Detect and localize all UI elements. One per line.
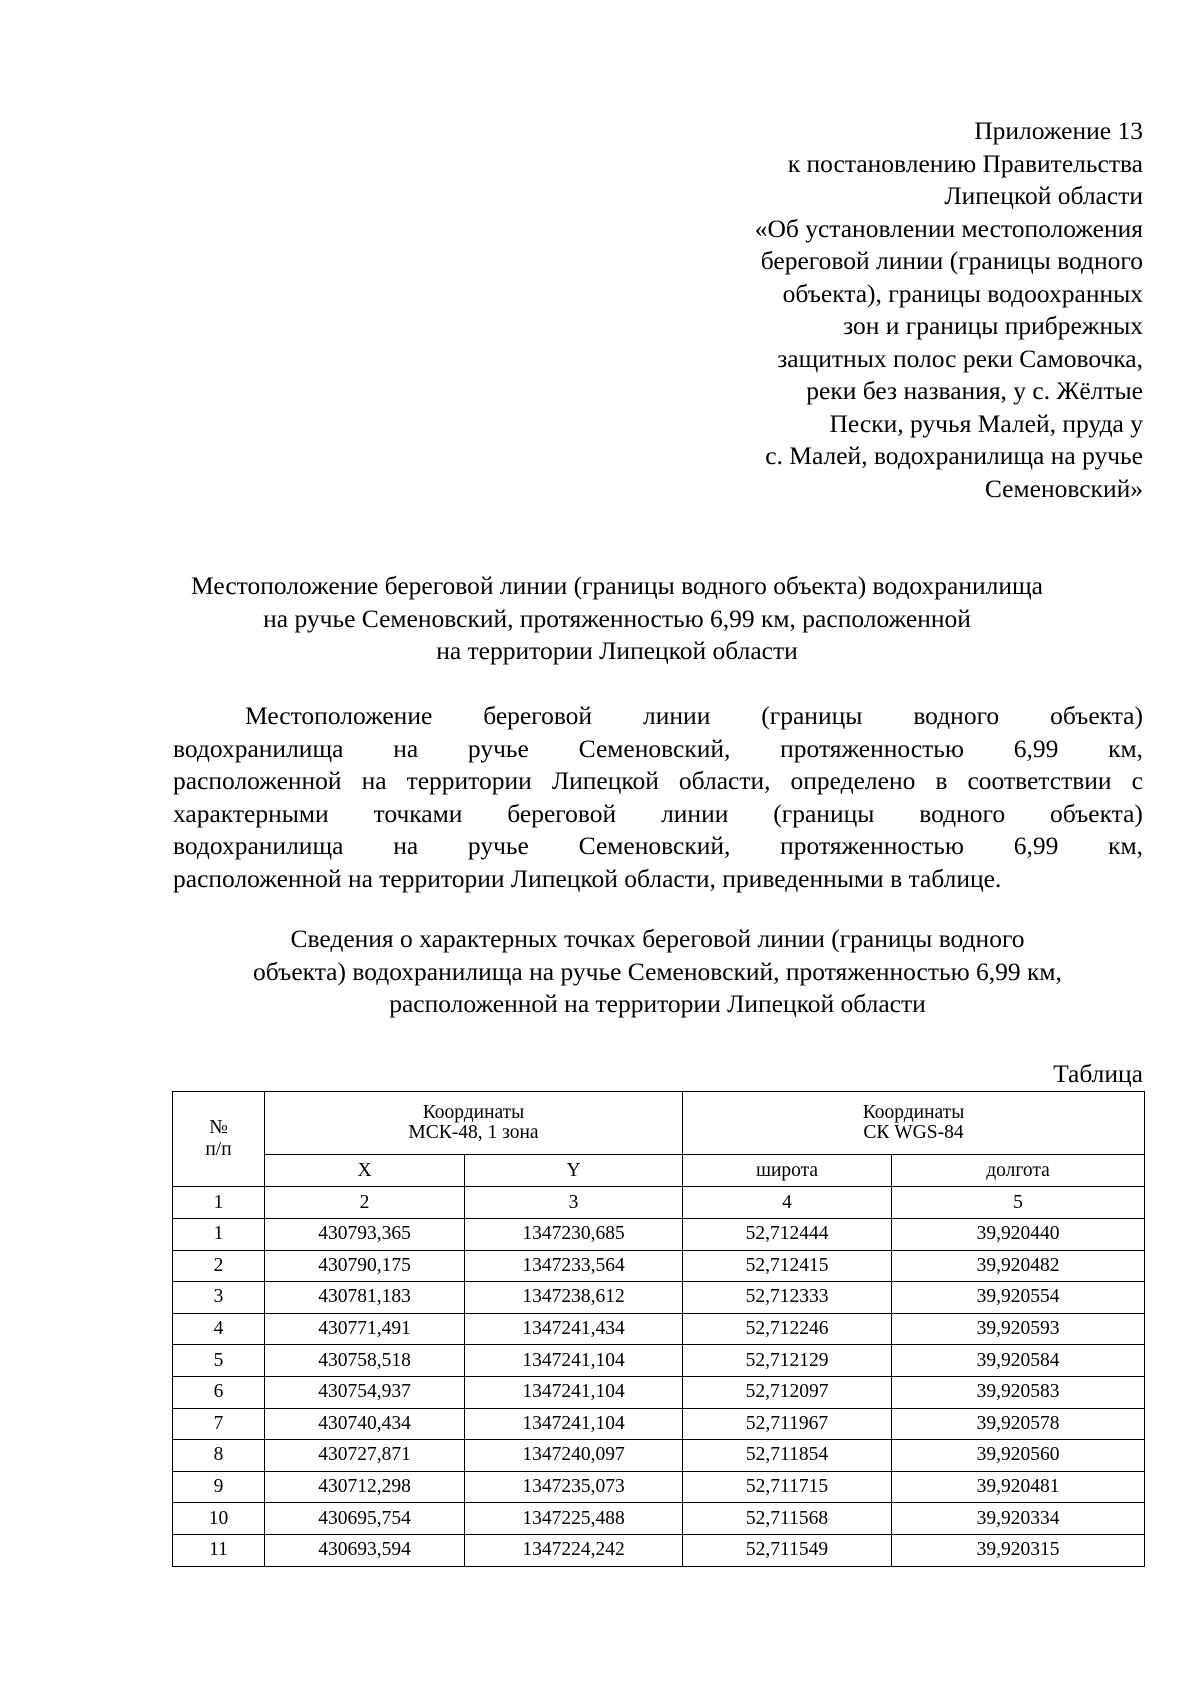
longitude-cell: 39,920334 <box>892 1503 1145 1535</box>
row-number-cell: 9 <box>173 1471 265 1503</box>
paragraph-word: линии <box>643 701 711 730</box>
paragraph-word: (границы <box>761 701 863 730</box>
x-coordinate-cell: 430740,434 <box>265 1408 465 1440</box>
paragraph-word: Местоположение <box>245 701 433 730</box>
annex-line: береговой линии (границы водного <box>760 246 1143 275</box>
longitude-cell: 39,920554 <box>892 1282 1145 1314</box>
annex-line: «Об установлении местоположения <box>754 213 1143 243</box>
document-title <box>130 570 1104 668</box>
table-body <box>173 1219 1145 1567</box>
table-row <box>173 1282 1145 1314</box>
paragraph-word: соответствии <box>967 766 1112 796</box>
paragraph-word: водного <box>913 701 1000 730</box>
paragraph-word: береговой <box>507 798 617 828</box>
paragraph-word: объекта) <box>1050 798 1143 828</box>
latitude-cell: 52,712444 <box>683 1219 892 1251</box>
table-row <box>173 1503 1145 1535</box>
paragraph-line <box>173 733 1143 766</box>
row-number-cell: 8 <box>173 1440 265 1472</box>
paragraph-word: водохранилища <box>173 733 344 763</box>
y-coordinate-cell: 1347224,242 <box>465 1534 683 1566</box>
table-row <box>173 1376 1145 1408</box>
paragraph-word: линии <box>661 798 729 828</box>
y-coordinate-cell: 1347241,104 <box>465 1376 683 1408</box>
table-header-row <box>173 1092 1145 1155</box>
paragraph-word: расположенной на территории Липецкой области, приведенными в таблице. <box>173 863 1002 893</box>
index-cell: 2 <box>265 1187 465 1219</box>
subheader-x: X <box>265 1155 465 1187</box>
caption-line: объекта) водохранилища на ручье Семеновский, протяженностью 6,99 км, <box>253 956 1062 986</box>
x-coordinate-cell: 430781,183 <box>265 1282 465 1314</box>
paragraph-word: территории <box>406 766 532 796</box>
paragraph-word: протяженностью <box>780 831 964 861</box>
y-coordinate-cell: 1347233,564 <box>465 1250 683 1282</box>
paragraph-word: характерными <box>173 798 329 828</box>
annex-line: Липецкой области <box>944 181 1143 210</box>
header-msk48-line2: МСК-48, 1 зона <box>408 1122 539 1143</box>
table-row <box>173 1250 1145 1282</box>
longitude-cell: 39,920481 <box>892 1471 1145 1503</box>
table-row <box>173 1219 1145 1251</box>
longitude-cell: 39,920482 <box>892 1250 1145 1282</box>
paragraph-word: Липецкой <box>551 766 659 796</box>
caption-line: расположенной на территории Липецкой области <box>389 989 926 1019</box>
annex-line: Пески, ручья Малей, пруда у <box>829 408 1143 438</box>
subheader-longitude: долгота <box>892 1155 1145 1187</box>
y-coordinate-cell: 1347241,434 <box>465 1313 683 1345</box>
latitude-cell: 52,711967 <box>683 1408 892 1440</box>
latitude-cell: 52,712129 <box>683 1345 892 1377</box>
row-number-cell: 7 <box>173 1408 265 1440</box>
table-label: Таблица <box>1053 1059 1143 1088</box>
latitude-cell: 52,712333 <box>683 1282 892 1314</box>
x-coordinate-cell: 430695,754 <box>265 1503 465 1535</box>
y-coordinate-cell: 1347241,104 <box>465 1345 683 1377</box>
longitude-cell: 39,920560 <box>892 1440 1145 1472</box>
paragraph-word: водного <box>919 798 1006 828</box>
index-cell: 1 <box>173 1187 265 1219</box>
paragraph-word: береговой <box>483 701 593 730</box>
body-paragraph <box>173 700 1143 896</box>
paragraph-line <box>173 700 1143 733</box>
paragraph-word: расположенной <box>173 766 342 796</box>
table-row <box>173 1313 1145 1345</box>
paragraph-word: ручье <box>467 831 529 861</box>
longitude-cell: 39,920440 <box>892 1219 1145 1251</box>
table-subheader-row <box>173 1155 1145 1187</box>
paragraph-word: на <box>393 733 419 763</box>
row-number-cell: 1 <box>173 1219 265 1251</box>
header-wgs84-line1: Координаты <box>862 1102 965 1123</box>
paragraph-word: 6,99 <box>1013 831 1059 861</box>
title-line: на территории Липецкой области <box>436 636 798 665</box>
table-row <box>173 1534 1145 1566</box>
x-coordinate-cell: 430793,365 <box>265 1219 465 1251</box>
row-number-cell: 10 <box>173 1503 265 1535</box>
annex-line: реки без названия, у с. Жёлтые <box>806 376 1143 405</box>
latitude-cell: 52,711549 <box>683 1534 892 1566</box>
table-row <box>173 1471 1145 1503</box>
annex-line: Приложение 13 <box>974 116 1143 145</box>
annex-line: объекта), границы водоохранных <box>782 278 1143 308</box>
paragraph-word: на <box>393 831 419 861</box>
longitude-cell: 39,920315 <box>892 1534 1145 1566</box>
longitude-cell: 39,920584 <box>892 1345 1145 1377</box>
header-msk48-line1: Координаты <box>422 1102 525 1123</box>
table-index-row <box>173 1187 1145 1219</box>
x-coordinate-cell: 430771,491 <box>265 1313 465 1345</box>
paragraph-line <box>173 798 1143 831</box>
row-number-cell: 4 <box>173 1313 265 1345</box>
paragraph-word: объекта) <box>1050 701 1143 730</box>
y-coordinate-cell: 1347238,612 <box>465 1282 683 1314</box>
caption-line: Сведения о характерных точках береговой линии (границы водного <box>290 924 1025 953</box>
paragraph-word: км, <box>1108 733 1143 763</box>
annex-line: Семеновский» <box>984 473 1143 503</box>
x-coordinate-cell: 430712,298 <box>265 1471 465 1503</box>
paragraph-word: ручье <box>467 733 529 763</box>
latitude-cell: 52,712246 <box>683 1313 892 1345</box>
paragraph-word: на <box>361 766 387 796</box>
latitude-cell: 52,712415 <box>683 1250 892 1282</box>
paragraph-word: водохранилища <box>173 831 344 861</box>
x-coordinate-cell: 430727,871 <box>265 1440 465 1472</box>
x-coordinate-cell: 430693,594 <box>265 1534 465 1566</box>
header-wgs84 <box>683 1092 1145 1155</box>
y-coordinate-cell: 1347240,097 <box>465 1440 683 1472</box>
annex-line: защитных полос реки Самовочка, <box>777 343 1143 373</box>
title-line: Местоположение береговой линии (границы водного объекта) водохранилища <box>191 571 1043 600</box>
latitude-cell: 52,711854 <box>683 1440 892 1472</box>
longitude-cell: 39,920593 <box>892 1313 1145 1345</box>
paragraph-line <box>173 863 1143 896</box>
header-number <box>173 1092 265 1187</box>
row-number-cell: 5 <box>173 1345 265 1377</box>
title-line: на ручье Семеновский, протяженностью 6,99 км, расположенной <box>263 603 971 633</box>
y-coordinate-cell: 1347241,104 <box>465 1408 683 1440</box>
paragraph-word: точками <box>373 798 463 828</box>
header-wgs84-line2: СК WGS-84 <box>863 1122 964 1143</box>
index-cell: 5 <box>892 1187 1145 1219</box>
longitude-cell: 39,920578 <box>892 1408 1145 1440</box>
table-row <box>173 1408 1145 1440</box>
table-row <box>173 1440 1145 1472</box>
coordinates-table <box>172 1091 1145 1567</box>
annex-line: с. Малей, водохранилища на ручье <box>765 441 1143 470</box>
y-coordinate-cell: 1347235,073 <box>465 1471 683 1503</box>
latitude-cell: 52,712097 <box>683 1376 892 1408</box>
annex-line: зон и границы прибрежных <box>843 311 1143 340</box>
row-number-cell: 3 <box>173 1282 265 1314</box>
header-number-line2: п/п <box>205 1139 232 1160</box>
paragraph-word: (границы <box>773 798 875 828</box>
y-coordinate-cell: 1347230,685 <box>465 1219 683 1251</box>
index-cell: 4 <box>683 1187 892 1219</box>
latitude-cell: 52,711715 <box>683 1471 892 1503</box>
x-coordinate-cell: 430754,937 <box>265 1376 465 1408</box>
paragraph-word: км, <box>1108 831 1143 861</box>
paragraph-word: с <box>1131 766 1143 796</box>
header-msk48 <box>265 1092 683 1155</box>
paragraph-word: в <box>935 766 948 796</box>
table-caption <box>180 923 1135 1021</box>
row-number-cell: 11 <box>173 1534 265 1566</box>
index-cell: 3 <box>465 1187 683 1219</box>
paragraph-word: Семеновский, <box>578 733 731 763</box>
longitude-cell: 39,920583 <box>892 1376 1145 1408</box>
annex-line: к постановлению Правительства <box>787 148 1143 178</box>
row-number-cell: 2 <box>173 1250 265 1282</box>
paragraph-word: 6,99 <box>1013 733 1059 763</box>
subheader-y: Y <box>465 1155 683 1187</box>
paragraph-word: области, <box>678 766 771 796</box>
header-number-line1: № <box>209 1117 228 1138</box>
paragraph-word: протяженностью <box>780 733 964 763</box>
paragraph-line <box>173 765 1143 798</box>
latitude-cell: 52,711568 <box>683 1503 892 1535</box>
row-number-cell: 6 <box>173 1376 265 1408</box>
paragraph-word: Семеновский, <box>578 831 731 861</box>
paragraph-line <box>173 830 1143 863</box>
x-coordinate-cell: 430790,175 <box>265 1250 465 1282</box>
table-row <box>173 1345 1145 1377</box>
y-coordinate-cell: 1347225,488 <box>465 1503 683 1535</box>
subheader-latitude: широта <box>683 1155 892 1187</box>
x-coordinate-cell: 430758,518 <box>265 1345 465 1377</box>
annex-header <box>660 115 1143 505</box>
paragraph-word: определено <box>790 766 916 796</box>
